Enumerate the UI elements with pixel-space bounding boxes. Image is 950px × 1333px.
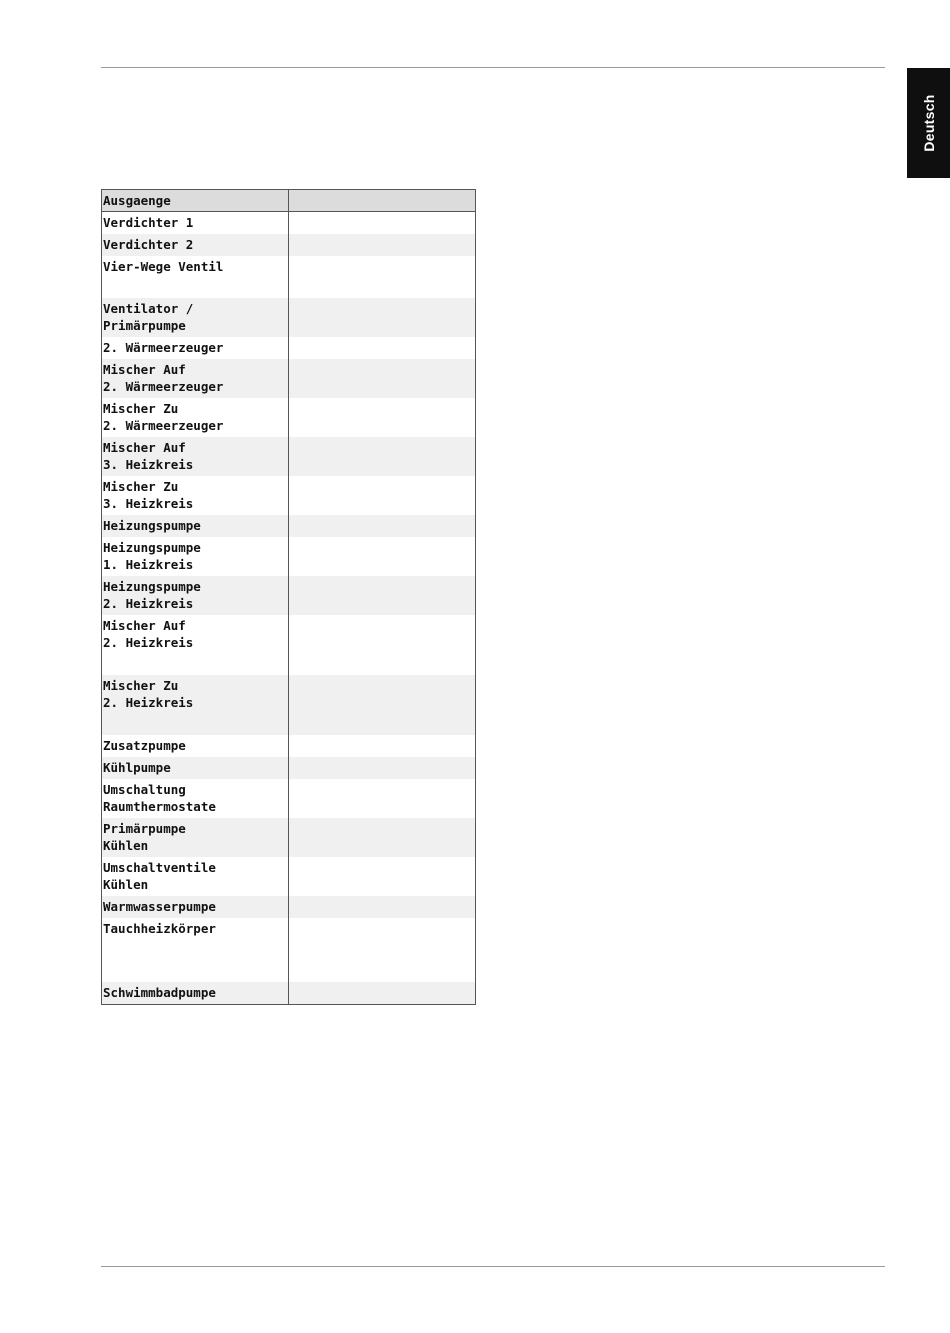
output-label: Schwimmbadpumpe [102,982,289,1005]
output-value [289,779,476,818]
table-row [102,735,476,757]
table-row [102,675,476,735]
table-row [102,818,476,857]
output-value [289,675,476,735]
output-value [289,918,476,982]
outputs-table [101,189,476,1005]
language-tab [907,68,950,178]
output-value [289,537,476,576]
table-row [102,515,476,537]
language-tab-label: Deutsch [920,94,937,152]
table-row [102,212,476,235]
output-value [289,256,476,298]
output-label: Ventilator / Primärpumpe [102,298,289,337]
table-row [102,757,476,779]
table-row [102,918,476,982]
output-label: 2. Wärmeerzeuger [102,337,289,359]
output-value [289,476,476,515]
output-value [289,982,476,1005]
output-value [289,359,476,398]
output-value [289,757,476,779]
output-label: Verdichter 2 [102,234,289,256]
output-label: Mischer Auf 2. Wärmeerzeuger [102,359,289,398]
output-value [289,212,476,235]
output-label: Heizungspumpe 2. Heizkreis [102,576,289,615]
table-row [102,298,476,337]
output-value [289,615,476,675]
table-row [102,398,476,437]
output-value [289,398,476,437]
table-row [102,476,476,515]
output-label: Zusatzpumpe [102,735,289,757]
output-value [289,576,476,615]
table-row [102,256,476,298]
table-row [102,857,476,896]
output-value [289,437,476,476]
output-label: Tauchheizkörper [102,918,289,982]
table-row [102,437,476,476]
output-value [289,234,476,256]
output-label: Kühlpumpe [102,757,289,779]
bottom-rule [101,1266,885,1267]
output-value [289,896,476,918]
table-row [102,359,476,398]
output-value [289,735,476,757]
output-label: Mischer Zu 2. Heizkreis [102,675,289,735]
output-value [289,818,476,857]
output-label: Vier-Wege Ventil [102,256,289,298]
table-row [102,615,476,675]
table-row [102,337,476,359]
output-label: Mischer Zu 3. Heizkreis [102,476,289,515]
table-row [102,982,476,1005]
output-label: Warmwasserpumpe [102,896,289,918]
output-label: Mischer Auf 3. Heizkreis [102,437,289,476]
table-row [102,234,476,256]
table-row [102,896,476,918]
output-label: Mischer Zu 2. Wärmeerzeuger [102,398,289,437]
output-label: Umschaltventile Kühlen [102,857,289,896]
table-row [102,576,476,615]
table-header-row [102,190,476,212]
output-label: Umschaltung Raumthermostate [102,779,289,818]
output-label: Heizungspumpe [102,515,289,537]
output-label: Verdichter 1 [102,212,289,235]
top-rule [101,67,885,68]
table-row [102,537,476,576]
output-value [289,337,476,359]
output-label: Primärpumpe Kühlen [102,818,289,857]
output-label: Heizungspumpe 1. Heizkreis [102,537,289,576]
header-outputs: Ausgaenge [102,190,289,212]
table-row [102,779,476,818]
header-value [289,190,476,212]
output-label: Mischer Auf 2. Heizkreis [102,615,289,675]
output-value [289,515,476,537]
output-value [289,857,476,896]
output-value [289,298,476,337]
